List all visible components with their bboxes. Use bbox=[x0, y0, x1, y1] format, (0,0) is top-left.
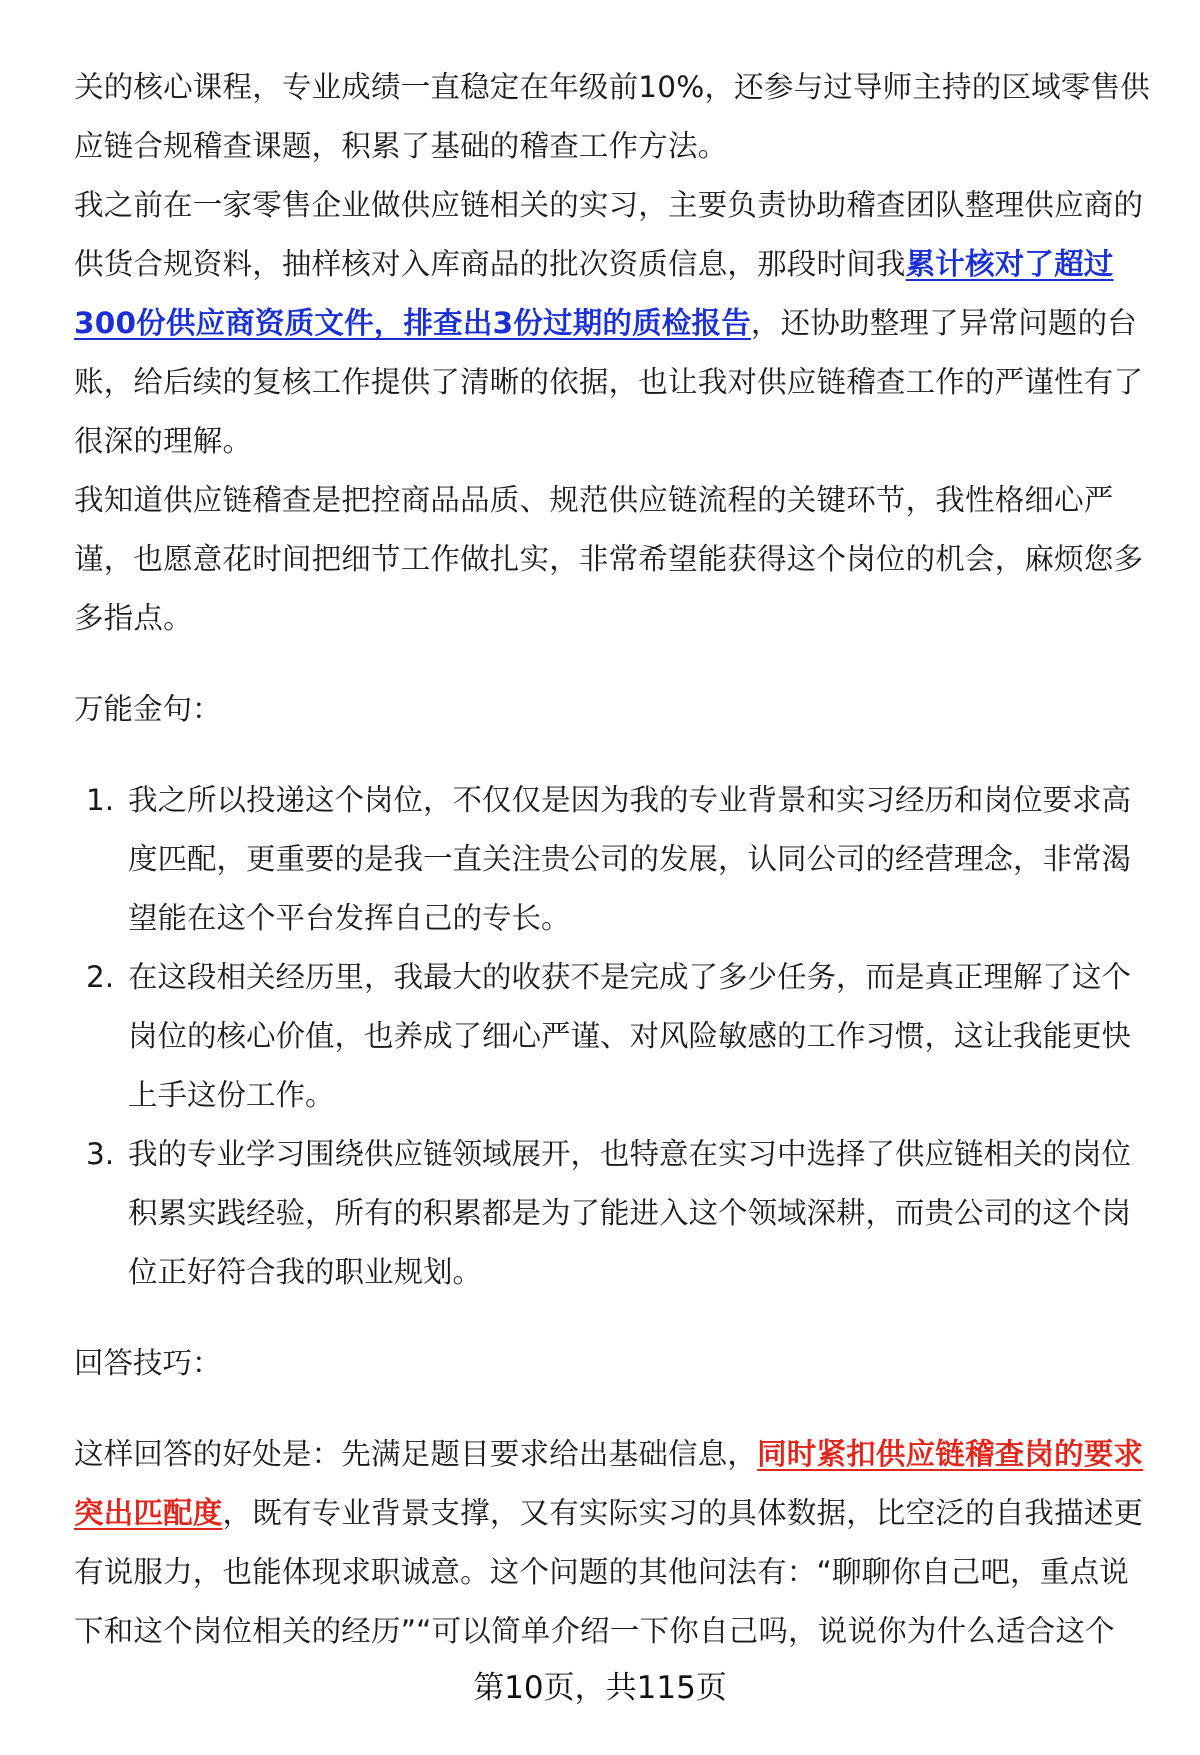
tips-text-end: ，既有专业背景支撑，又有实际实习的具体数据，比空泛的自我描述更有说服力，也能体现求职诚意。这个问题的其他问法有：“聊聊你自己吧，重点说下和这个岗位相关的经历”“可以简单介绍一下你自己吗，说说你为什么适合这个 bbox=[74, 1496, 1144, 1648]
answer-tips-heading: 回答技巧： bbox=[74, 1346, 222, 1380]
paragraph-tips bbox=[74, 1425, 1154, 1661]
paragraph-motivation: 我知道供应链稽查是把控商品品质、规范供应链流程的关键环节，我性格细心严谨，也愿意花时间把细节工作做扎实，非常希望能获得这个岗位的机会，麻烦您多多指点。 bbox=[74, 483, 1144, 635]
list-item-number: 1. bbox=[86, 783, 115, 817]
list-item-number: 2. bbox=[86, 960, 115, 994]
list-item-number: 3. bbox=[86, 1137, 115, 1171]
internship-highlight: 累计核对了超过300份供应商资质文件，排查出3份过期的质检报告 bbox=[74, 247, 1114, 340]
list-item-text: 我之所以投递这个岗位，不仅仅是因为我的专业背景和实习经历和岗位要求高度匹配，更重要的是我一直关注贵公司的发展，认同公司的经营理念，非常渴望能在这个平台发挥自己的专长。 bbox=[128, 783, 1132, 935]
list-item bbox=[74, 771, 1154, 948]
golden-sentences-heading: 万能金句： bbox=[74, 692, 222, 726]
tips-text-start: 这样回答的好处是：先满足题目要求给出基础信息， bbox=[74, 1437, 758, 1471]
paragraph-internship bbox=[74, 176, 1154, 471]
internship-text-start: 我之前在一家零售企业做供应链相关的实习，主要负责协助稽查团队整理供应商的供货合规资料，抽样核对入库商品的批次资质信息，那段时间我 bbox=[74, 188, 1144, 281]
tips-highlight: 同时紧扣供应链稽查岗的要求突出匹配度 bbox=[74, 1437, 1144, 1530]
document-body bbox=[74, 58, 1154, 1661]
golden-sentences-list bbox=[74, 771, 1154, 1302]
list-item bbox=[74, 948, 1154, 1125]
paragraph-course: 关的核心课程，专业成绩一直稳定在年级前10%，还参与过导师主持的区域零售供应链合规稽查课题，积累了基础的稽查工作方法。 bbox=[74, 70, 1150, 163]
page-footer: 第10页，共115页 bbox=[473, 1670, 727, 1706]
internship-text-end: ，还协助整理了异常问题的台账，给后续的复核工作提供了清晰的依据，也让我对供应链稽查工作的严谨性有了很深的理解。 bbox=[74, 306, 1144, 458]
list-item-text: 在这段相关经历里，我最大的收获不是完成了多少任务，而是真正理解了这个岗位的核心价值，也养成了细心严谨、对风险敏感的工作习惯，这让我能更快上手这份工作。 bbox=[128, 960, 1132, 1112]
list-item-text: 我的专业学习围绕供应链领域展开，也特意在实习中选择了供应链相关的岗位积累实践经验，所有的积累都是为了能进入这个领域深耕，而贵公司的这个岗位正好符合我的职业规划。 bbox=[128, 1137, 1132, 1289]
list-item bbox=[74, 1125, 1154, 1302]
